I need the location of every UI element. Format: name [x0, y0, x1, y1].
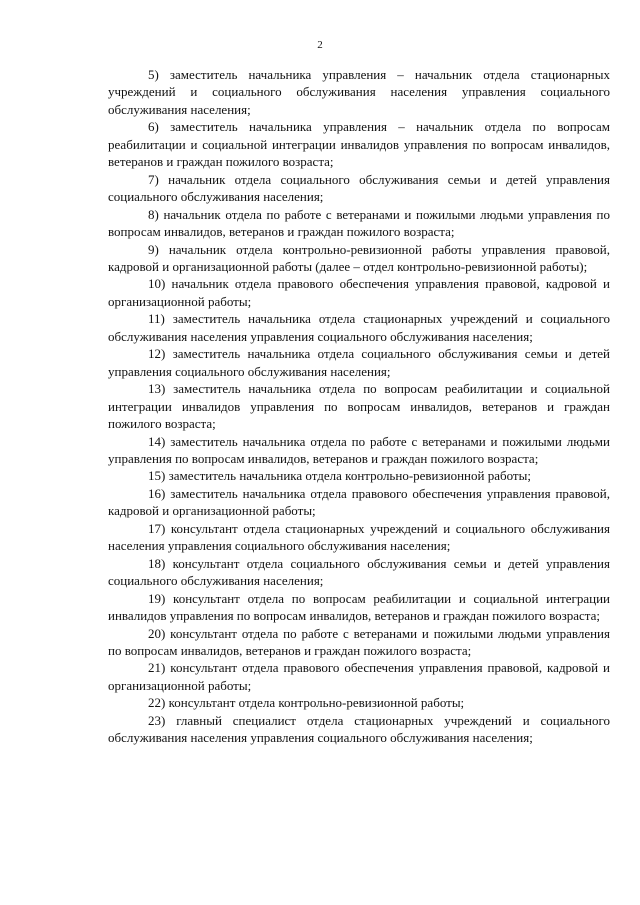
list-item: 19) консультант отдела по вопросам реабилитации и социальной интеграции инвалидов управления по вопросам инвалидов, ветеранов и граждан пожилого возраста; — [108, 590, 610, 624]
list-item: 15) заместитель начальника отдела контрольно-ревизионной работы; — [148, 468, 531, 484]
page-number: 2 — [317, 39, 323, 51]
document-body — [108, 66, 610, 747]
list-item: 17) консультант отдела стационарных учреждений и социального обслуживания населения управления социального обслуживания населения; — [108, 520, 610, 554]
list-item: 5) заместитель начальника управления – начальник отдела стационарных учреждений и социального обслуживания населения управления социального обслуживания населения; — [108, 67, 610, 117]
list-item: 11) заместитель начальника отдела стационарных учреждений и социального обслуживания населения управления социального обслуживания населения; — [108, 311, 610, 344]
list-item: 18) консультант отдела социального обслуживания семьи и детей управления социального обслуживания населения; — [108, 555, 610, 589]
list-item: 10) начальник отдела правового обеспечения управления правовой, кадровой и организационной работы; — [108, 276, 610, 309]
list-item: 9) начальник отдела контрольно-ревизионной работы управления правовой, кадровой и организационной работы (далее – отдел контрольно-ревизионной работы); — [108, 241, 610, 274]
list-item: 7) начальник отдела социального обслуживания семьи и детей управления социального обслуживания населения; — [108, 171, 610, 205]
list-item: 14) заместитель начальника отдела по работе с ветеранами и пожилыми людьми управления по вопросам инвалидов, ветеранов и граждан пожилого возраста; — [108, 433, 610, 466]
list-item: 21) консультант отдела правового обеспечения управления правовой, кадровой и организационной работы; — [108, 660, 610, 693]
list-item: 12) заместитель начальника отдела социального обслуживания семьи и детей управления социального обслуживания населения; — [108, 346, 610, 379]
list-item: 6) заместитель начальника управления – начальник отдела по вопросам реабилитации и социальной интеграции инвалидов управления по вопросам инвалидов, ветеранов и граждан пожилого возраста; — [108, 119, 610, 170]
list-item: 20) консультант отдела по работе с ветеранами и пожилыми людьми управления по вопросам инвалидов, ветеранов и граждан пожилого возраста; — [108, 625, 610, 658]
list-item: 8) начальник отдела по работе с ветеранами и пожилыми людьми управления по вопросам инвалидов, ветеранов и граждан пожилого возраста; — [108, 206, 610, 240]
list-item: 23) главный специалист отдела стационарных учреждений и социального обслуживания населения управления социального обслуживания населения; — [108, 712, 610, 746]
list-item: 22) консультант отдела контрольно-ревизионной работы; — [148, 695, 465, 711]
list-item: 16) заместитель начальника отдела правового обеспечения управления правовой, кадровой и организационной работы; — [108, 485, 610, 519]
list-item: 13) заместитель начальника отдела по вопросам реабилитации и социальной интеграции инвалидов управления по вопросам инвалидов, ветеранов и граждан пожилого возраста; — [108, 381, 610, 432]
